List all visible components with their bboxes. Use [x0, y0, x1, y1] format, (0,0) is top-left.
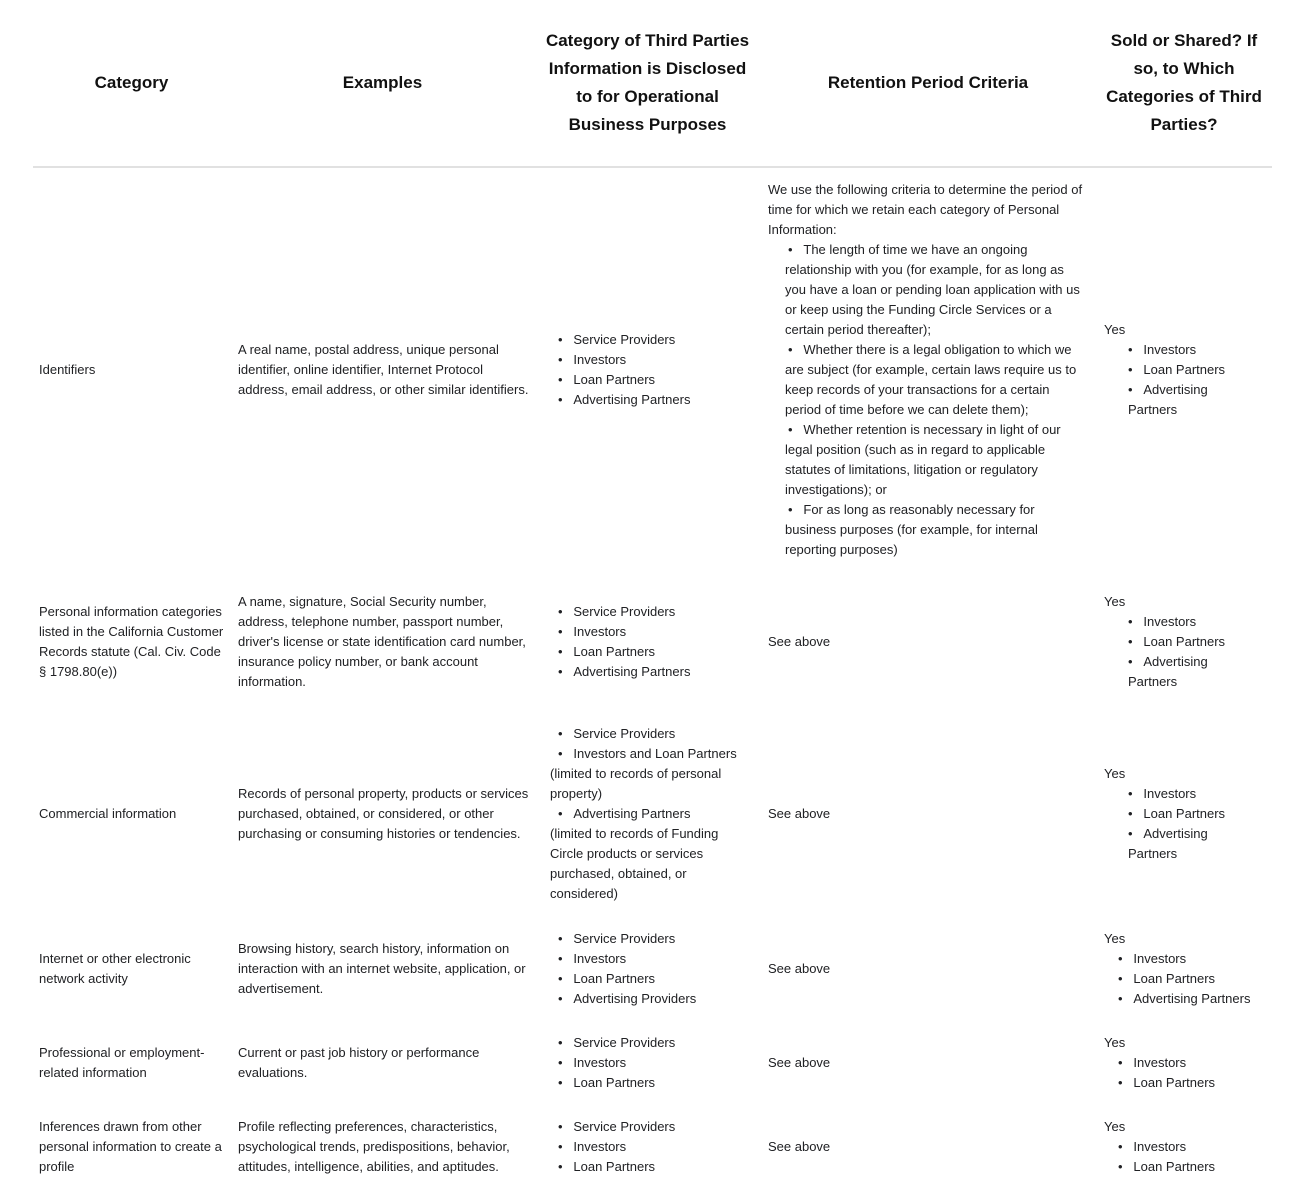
sold-shared-answer: Yes — [1104, 322, 1126, 337]
table-row — [33, 1021, 1272, 1105]
list-item: • Investors — [558, 352, 627, 367]
list-item — [550, 744, 752, 804]
list-item: • Loan Partners — [1118, 970, 1216, 986]
list-item: • Investors — [1118, 950, 1187, 966]
list-item: • Service Providers — [558, 1119, 676, 1134]
list-item: • Service Providers — [558, 332, 676, 347]
sold-shared-cell — [1096, 167, 1272, 572]
category-cell: Professional or employment-related information — [39, 1045, 205, 1080]
list-item: • Loan Partners — [1128, 362, 1226, 377]
category-cell: Commercial information — [39, 806, 177, 821]
list-item: • Loan Partners — [1128, 634, 1226, 649]
list-item: • Advertising Partners — [1128, 382, 1208, 417]
category-cell: Personal information categories listed in the California Customer Records statute (Cal. Civ. Code § 1798.80(e)) — [39, 604, 224, 679]
list-item: • Investors — [558, 950, 627, 966]
category-cell: Identifiers — [39, 362, 96, 377]
retention-cell: See above — [768, 634, 831, 649]
sold-shared-list — [1118, 949, 1256, 1009]
disclosed-to-list — [550, 330, 752, 410]
list-item: • Advertising Partners — [1118, 990, 1251, 1006]
sold-shared-cell — [1096, 1021, 1272, 1105]
retention-intro: We use the following criteria to determine the period of time for which we retain each category of Personal Information: — [768, 182, 1083, 237]
sold-shared-cell — [1096, 1105, 1272, 1189]
retention-cell: See above — [768, 1139, 831, 1154]
list-item-label: • Investors and Loan Partners — [558, 746, 737, 761]
list-item: • Loan Partners — [558, 1075, 656, 1090]
list-item-note: (limited to records of Funding Circle products or services purchased, obtained, or considered) — [550, 826, 719, 901]
header-disclosed-to: Category of Third Parties Information is Disclosed to for Operational Business Purposes — [535, 0, 760, 167]
list-item — [550, 804, 752, 904]
category-cell: Internet or other electronic network activity — [39, 950, 191, 986]
table-row — [33, 916, 1272, 1021]
examples-cell: Current or past job history or performance evaluations. — [238, 1045, 480, 1080]
examples-cell: Profile reflecting preferences, characteristics, psychological trends, predispositions, behavior, attitudes, intelligence, abilities, and aptitudes. — [238, 1119, 510, 1174]
list-item: • Service Providers — [558, 1035, 676, 1050]
disclosed-to-list — [550, 724, 752, 904]
table-header — [33, 0, 1272, 167]
disclosed-to-cell — [535, 1105, 760, 1189]
list-item: • Advertising Partners — [1128, 826, 1208, 861]
list-item: • Whether there is a legal obligation to which we are subject (for example, certain laws require us to keep records of your transactions for a certain period of time before we can delete them); — [785, 342, 1077, 417]
sold-shared-cell — [1096, 572, 1272, 712]
retention-list — [785, 240, 1084, 560]
disclosed-to-list — [550, 1117, 752, 1177]
sold-shared-list — [1118, 1137, 1256, 1177]
disclosed-to-cell — [535, 916, 760, 1021]
table-row — [33, 712, 1272, 916]
list-item-note: (limited to records of personal property) — [550, 766, 722, 801]
sold-shared-answer: Yes — [1104, 1119, 1126, 1134]
header-retention-criteria: Retention Period Criteria — [760, 0, 1096, 167]
list-item: • Investors — [1128, 786, 1197, 801]
sold-shared-cell — [1096, 916, 1272, 1021]
list-item: • Loan Partners — [558, 372, 656, 387]
header-examples: Examples — [230, 0, 535, 167]
list-item: • Loan Partners — [558, 1159, 656, 1174]
list-item: • Loan Partners — [558, 644, 656, 659]
list-item: • Loan Partners — [1128, 806, 1226, 821]
sold-shared-cell — [1096, 712, 1272, 916]
sold-shared-answer: Yes — [1104, 594, 1126, 609]
retention-cell — [760, 167, 1096, 572]
list-item: • Advertising Providers — [558, 990, 697, 1006]
sold-shared-answer: Yes — [1104, 930, 1126, 946]
disclosed-to-cell — [535, 167, 760, 572]
sold-shared-answer: Yes — [1104, 1035, 1126, 1050]
list-item: • Loan Partners — [1118, 1159, 1216, 1174]
personal-information-table — [33, 0, 1272, 1189]
examples-cell: Records of personal property, products or services purchased, obtained, or considered, or other purchasing or consuming histories or tendencies. — [238, 786, 529, 841]
list-item: • Advertising Partners — [558, 392, 691, 407]
header-category: Category — [33, 0, 230, 167]
list-item: • Service Providers — [558, 930, 676, 946]
header-sold-or-shared: Sold or Shared? If so, to Which Categories of Third Parties? — [1096, 0, 1272, 167]
list-item: • For as long as reasonably necessary for business purposes (for example, for internal reporting purposes) — [785, 502, 1038, 557]
list-item: • Advertising Partners — [1128, 654, 1208, 689]
sold-shared-list — [1128, 340, 1256, 420]
examples-cell: Browsing history, search history, information on interaction with an internet website, application, or advertisement. — [238, 940, 526, 996]
disclosed-to-cell — [535, 572, 760, 712]
list-item: • Whether retention is necessary in light of our legal position (such as in regard to applicable statutes of limitations, litigation or regulatory investigations); or — [785, 422, 1061, 497]
sold-shared-list — [1128, 612, 1256, 692]
disclosed-to-cell — [535, 712, 760, 916]
table-row — [33, 1105, 1272, 1189]
list-item: • Advertising Partners — [558, 664, 691, 679]
sold-shared-answer: Yes — [1104, 766, 1126, 781]
disclosed-to-list — [550, 929, 752, 1009]
table-row — [33, 572, 1272, 712]
disclosed-to-list — [550, 1033, 752, 1093]
list-item: • Investors — [558, 1139, 627, 1154]
list-item: • The length of time we have an ongoing relationship with you (for example, for as long as you have a loan or pending loan application with us or keep using the Funding Circle Services or a certain period thereafter); — [785, 242, 1080, 337]
list-item: • Loan Partners — [1118, 1075, 1216, 1090]
list-item: • Service Providers — [558, 604, 676, 619]
retention-cell: See above — [768, 1055, 831, 1070]
sold-shared-list — [1118, 1053, 1256, 1093]
list-item: • Loan Partners — [558, 970, 656, 986]
disclosed-to-cell — [535, 1021, 760, 1105]
list-item: • Service Providers — [558, 726, 676, 741]
list-item-label: • Advertising Partners — [558, 806, 691, 821]
list-item: • Investors — [558, 1055, 627, 1070]
examples-cell: A real name, postal address, unique personal identifier, online identifier, Internet Protocol address, email address, or other similar identifiers. — [238, 342, 529, 397]
header-row — [33, 0, 1272, 167]
table-body — [33, 167, 1272, 1189]
list-item: • Investors — [1128, 342, 1197, 357]
list-item: • Investors — [1128, 614, 1197, 629]
table-row — [33, 167, 1272, 572]
retention-cell: See above — [768, 806, 831, 821]
sold-shared-list — [1128, 784, 1256, 864]
list-item: • Investors — [558, 624, 627, 639]
list-item: • Investors — [1118, 1139, 1187, 1154]
category-cell: Inferences drawn from other personal information to create a profile — [39, 1119, 222, 1174]
examples-cell: A name, signature, Social Security number, address, telephone number, passport number, driver's license or state identification card number, insurance policy number, or bank account information. — [238, 594, 526, 689]
retention-cell: See above — [768, 960, 831, 976]
disclosed-to-list — [550, 602, 752, 682]
list-item: • Investors — [1118, 1055, 1187, 1070]
